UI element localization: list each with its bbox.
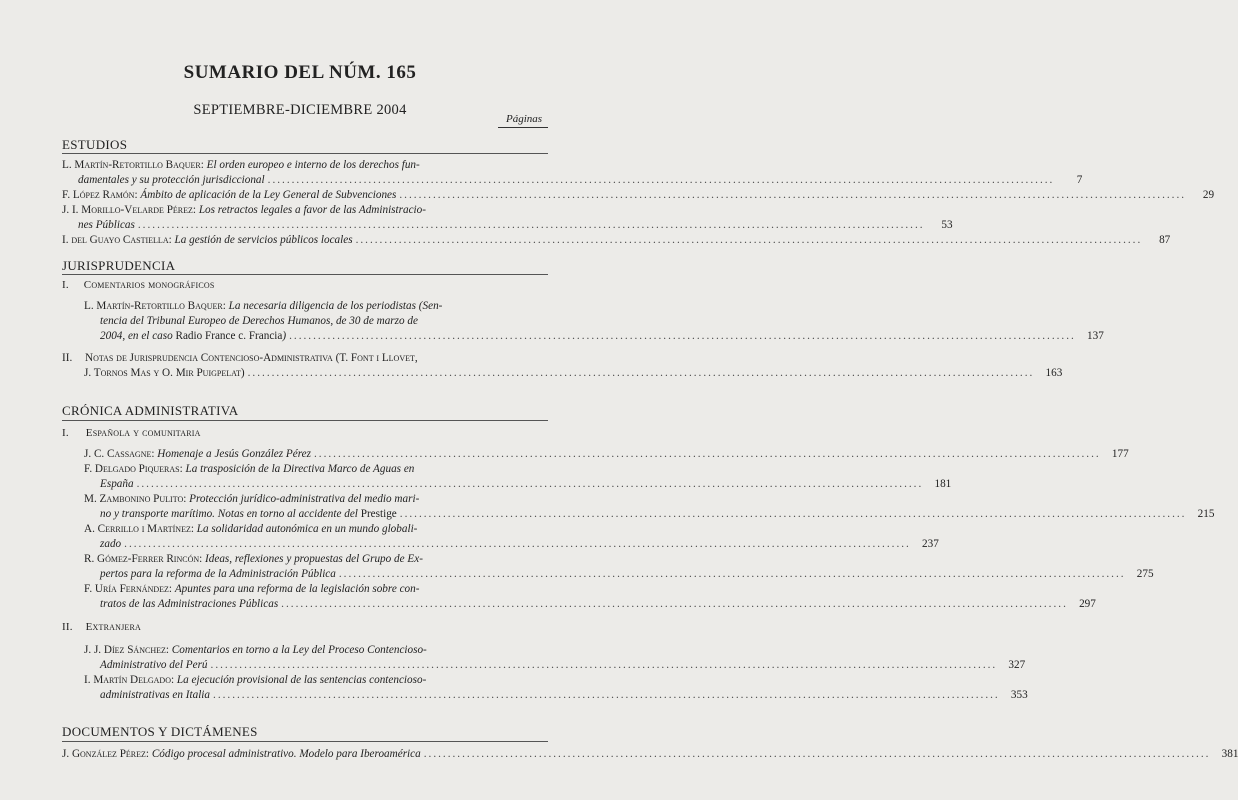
entry-author: J. I. Morillo-Velarde Pérez <box>62 204 193 216</box>
entry-author: J. J. Díez Sánchez <box>84 644 166 656</box>
dot-leader: .................................................................................................................................................................... <box>213 689 1000 701</box>
entry-cronica-6-line2[interactable] <box>100 597 1096 612</box>
page-number: 163 <box>1045 367 1063 379</box>
entry-jurisprudencia-notas-line1[interactable] <box>62 351 548 366</box>
dot-leader: .................................................................................................................................................................... <box>247 367 1035 379</box>
dot-leader: .................................................................................................................................................................... <box>313 448 1101 460</box>
entry-extranjera-1-line1[interactable]: J. J. Díez Sánchez: Comentarios en torno a la Ley del Proceso Contencioso- <box>84 644 427 656</box>
entry-author: I. del Guayo Castiella <box>62 234 169 246</box>
dot-leader: .................................................................................................................................................................... <box>281 598 1068 610</box>
ship-name: Prestige <box>360 508 397 520</box>
entry-title-cont: zado <box>100 538 122 550</box>
subsection-espanola <box>62 427 201 439</box>
subsection-number: I. <box>62 427 69 439</box>
entry-title: Los retractos legales a favor de las Administracio- <box>198 204 426 216</box>
issue-dates: SEPTIEMBRE-DICIEMBRE 2004 <box>193 102 407 118</box>
dot-leader: .................................................................................................................................................................... <box>289 330 1076 342</box>
entry-title: Ideas, reflexiones y propuestas del Grupo de Ex- <box>205 553 423 565</box>
entry-title: Apuntes para una reforma de la legislación sobre con- <box>174 583 420 595</box>
entry-jurisprudencia-1-line2[interactable] <box>100 314 548 329</box>
entry-cronica-4-line2[interactable] <box>100 537 939 552</box>
dot-leader: .................................................................................................................................................................... <box>338 568 1126 580</box>
entry-cronica-2-line2[interactable] <box>100 477 952 492</box>
entry-documentos-1[interactable]: J. González Pérez: Código procesal administrativo. Modelo para Iberoamérica .................................................................................................................................................................... 381 <box>62 748 1238 760</box>
subsection-comentarios <box>62 279 215 291</box>
page-number: 53 <box>941 219 953 231</box>
entry-title: La trasposición de la Directiva Marco de Aguas en <box>185 463 415 475</box>
page-number: 29 <box>1202 189 1215 201</box>
dot-leader: .................................................................................................................................................................... <box>399 189 1187 201</box>
entry-author: M. Zambonino Pulito <box>84 493 184 505</box>
page-number: 7 <box>1076 174 1083 186</box>
entry-author: L. Martín-Retortillo Baquer <box>62 159 201 171</box>
entry-cronica-3-line2[interactable] <box>100 507 1215 522</box>
entry-estudios-1-line1[interactable]: L. Martín-Retortillo Baquer: El orden europeo e interno de los derechos fun- <box>62 159 420 171</box>
dot-leader: .................................................................................................................................................................... <box>210 659 998 671</box>
subsection-number: II. <box>62 621 73 633</box>
entry-author: I. Martín Delgado <box>84 674 171 686</box>
entry-extranjera-2-line2[interactable] <box>100 688 1028 703</box>
entry-cronica-3-line1[interactable]: M. Zambonino Pulito: Protección jurídico-administrativa del medio mari- <box>84 493 420 505</box>
dot-leader: .................................................................................................................................................................... <box>267 174 1055 186</box>
entry-title-cont: España <box>100 478 134 490</box>
entry-cronica-5-line2[interactable] <box>100 567 1154 582</box>
entry-estudios-3-line2[interactable] <box>78 218 953 233</box>
page-number: 137 <box>1087 330 1104 342</box>
entry-title-cont: damentales y su protección jurisdiccional <box>78 174 265 186</box>
page-number: 177 <box>1111 448 1129 460</box>
subsection-label: Extranjera <box>85 621 142 633</box>
entry-title-cont: nes Públicas <box>78 219 135 231</box>
page-number: 353 <box>1010 689 1028 701</box>
entry-title-cont: tencia del Tribunal Europeo de Derechos Humanos, de 30 de marzo de <box>100 315 418 327</box>
page-number: 327 <box>1008 659 1026 671</box>
section-divider <box>62 274 548 275</box>
entry-title: Comentarios en torno a la Ley del Proceso Contencioso- <box>171 644 427 656</box>
dot-leader: .................................................................................................................................................................... <box>137 219 925 231</box>
subsection-extranjera <box>62 621 141 633</box>
entry-title: Notas de Jurisprudencia Contencioso-Administrativa (T. Font i Llovet, <box>85 352 418 364</box>
entry-cronica-4-line1[interactable]: A. Cerrillo i Martínez: La solidaridad autonómica en un mundo globali- <box>84 523 418 535</box>
entry-title: Ámbito de aplicación de la Ley General de Subvenciones <box>140 189 397 201</box>
page-number: 381 <box>1221 748 1238 760</box>
entry-jurisprudencia-notas-line2[interactable] <box>84 366 1063 381</box>
entry-title-cont: Administrativo del Perú <box>100 659 208 671</box>
section-divider <box>62 741 548 742</box>
subsection-label: Española y comunitaria <box>85 427 201 439</box>
entry-author: F. Uría Fernández <box>84 583 169 595</box>
entry-extranjera-2-line1[interactable]: I. Martín Delgado: La ejecución provisional de las sentencias contencioso- <box>84 674 427 686</box>
section-heading-cronica: CRÓNICA ADMINISTRATIVA <box>62 403 239 418</box>
entry-extranjera-1-line2[interactable] <box>100 658 1026 673</box>
dot-leader: .................................................................................................................................................................... <box>423 748 1211 760</box>
entry-title-cont: pertos para la reforma de la Administración Pública <box>100 568 336 580</box>
dot-leader: .................................................................................................................................................................... <box>136 478 924 490</box>
dot-leader: .................................................................................................................................................................... <box>399 508 1187 520</box>
section-divider <box>62 420 548 421</box>
entry-estudios-4[interactable]: I. del Guayo Castiella: La gestión de servicios públicos locales .................................................................................................................................................................... 87 <box>62 234 1171 246</box>
entry-jurisprudencia-1-line3[interactable] <box>100 329 1104 344</box>
entry-title: La ejecución provisional de las sentencias contencioso- <box>176 674 427 686</box>
entry-jurisprudencia-1-line1[interactable]: L. Martín-Retortillo Baquer: La necesaria diligencia de los periodistas (Sen- <box>84 300 443 312</box>
entry-estudios-2[interactable]: F. López Ramón: Ámbito de aplicación de la Ley General de Subvenciones .................................................................................................................................................................... 29 <box>62 189 1215 201</box>
entry-title-cont: administrativas en Italia <box>100 689 211 701</box>
entry-author: J. C. Cassagne <box>84 448 152 460</box>
subsection-number: I. <box>62 279 69 291</box>
entry-title-cont: 2004, en el caso <box>100 330 176 342</box>
case-name: Radio France c. Francia <box>175 330 283 342</box>
entry-title-cont: tratos de las Administraciones Públicas <box>100 598 279 610</box>
section-heading-jurisprudencia: JURISPRUDENCIA <box>62 258 176 273</box>
section-heading-documentos: DOCUMENTOS Y DICTÁMENES <box>62 724 258 739</box>
entry-author: J. González Pérez <box>62 748 146 760</box>
entry-author: A. Cerrillo i Martínez <box>84 523 191 535</box>
entry-cronica-5-line1[interactable]: R. Gómez-Ferrer Rincón: Ideas, reflexiones y propuestas del Grupo de Ex- <box>84 553 423 565</box>
page-number: 275 <box>1136 568 1154 580</box>
section-heading-estudios: ESTUDIOS <box>62 137 128 152</box>
subsection-label: Comentarios monográficos <box>83 279 215 291</box>
dot-leader: .................................................................................................................................................................... <box>124 538 911 550</box>
entry-author: F. Delgado Piqueras <box>84 463 180 475</box>
entry-title-cont: no y transporte marítimo. Notas en torno al accidente del <box>100 508 361 520</box>
page-number: 297 <box>1079 598 1096 610</box>
entry-title: La gestión de servicios públicos locales <box>174 234 353 246</box>
entry-title: Código procesal administrativo. Modelo para Iberoamérica <box>151 748 421 760</box>
entry-title: Homenaje a Jesús González Pérez <box>157 448 311 460</box>
entry-title: Protección jurídico-administrativa del medio mari- <box>189 493 420 505</box>
entry-title: La solidaridad autonómica en un mundo globali- <box>196 523 418 535</box>
pages-column-rule <box>498 127 548 128</box>
page-number: 181 <box>934 478 952 490</box>
page-number: 237 <box>922 538 939 550</box>
page-number: 215 <box>1197 508 1215 520</box>
closing-paren: ) <box>282 330 287 342</box>
section-divider <box>62 153 548 154</box>
entry-estudios-1-line2[interactable] <box>78 173 1083 188</box>
page-title: SUMARIO DEL NÚM. 165 <box>183 62 417 83</box>
entry-title: La necesaria diligencia de los periodistas (Sen- <box>228 300 443 312</box>
dot-leader: .................................................................................................................................................................... <box>355 234 1143 246</box>
entry-author: R. Gómez-Ferrer Rincón <box>84 553 200 565</box>
page-number: 87 <box>1159 234 1171 246</box>
entry-authors: J. Tornos Mas y O. Mir Puigpelat) <box>84 367 245 379</box>
entry-title: El orden europeo e interno de los derechos fun- <box>206 159 420 171</box>
pages-column-label: Páginas <box>506 113 543 125</box>
entry-author: F. López Ramón <box>62 189 135 201</box>
entry-estudios-3-line1[interactable]: J. I. Morillo-Velarde Pérez: Los retractos legales a favor de las Administracio- <box>62 204 426 216</box>
subsection-number: II. <box>62 352 73 364</box>
entry-cronica-6-line1[interactable]: F. Uría Fernández: Apuntes para una reforma de la legislación sobre con- <box>84 583 420 595</box>
entry-cronica-1[interactable]: J. C. Cassagne: Homenaje a Jesús González Pérez .................................................................................................................................................................... 177 <box>84 448 1129 460</box>
entry-author: L. Martín-Retortillo Baquer <box>84 300 223 312</box>
entry-cronica-2-line1[interactable]: F. Delgado Piqueras: La trasposición de la Directiva Marco de Aguas en <box>84 463 415 475</box>
